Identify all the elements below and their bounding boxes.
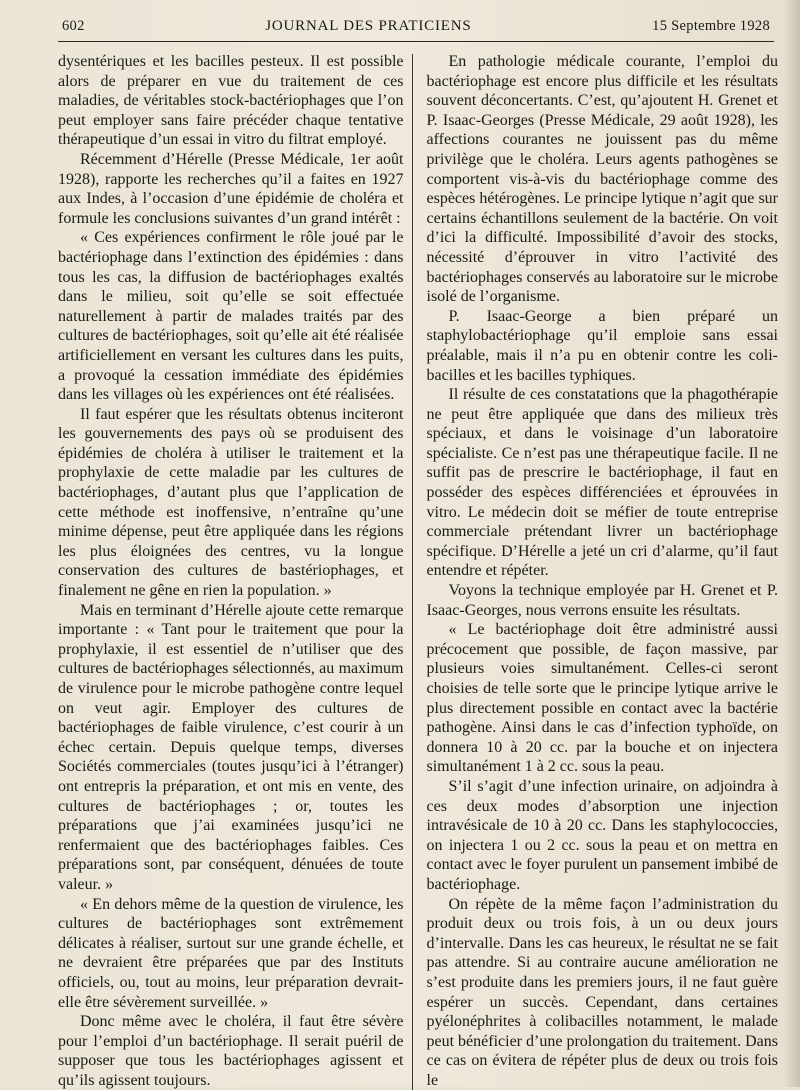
paragraph: Voyons la technique employée par H. Grenet et P. Isaac-Georges, nous verrons ensuite les résultats.: [426, 582, 778, 619]
journal-title: JOURNAL DES PRATICIENS: [265, 18, 472, 34]
issue-date: 15 Septembre 1928: [652, 18, 770, 34]
paragraph: Mais en terminant d’Hérelle ajoute cette remarque importante : « Tant pour le traitement que pour la prophylaxie, il est essentiel de n’utiliser que des cultures de bactériophages sélectionnés, au maximum de virulence pour le microbe pathogène contre lequel on veut agir. Employer des cultures de bactériophages de faible virulence, c’est courir à un échec certain. Depuis quelque temps, diverses Sociétés commerciales (toutes jusqu’ici à l’étranger) ont entrepris la préparation, et ont mis en vente, des cultures de bactériophages ; or, toutes les préparations que j’ai examinées jusqu’ici ne renfermaient que des bactériophages faibles. Ces préparations sont, par conséquent, dénuées de toute valeur. »: [58, 601, 404, 893]
paragraph: Il résulte de ces constatations que la phagothérapie ne peut être appliquée que dans des milieux très spéciaux, et dans le voisinage d’un laboratoire spécialiste. Ce n’est pas une thérapeutique facile. Il ne suffit pas de prescrire le bactériophage, il faut en posséder des espèces différenciées et éprouvées in vitro. Le médecin doit se méfier de toute entreprise commerciale prétendant livrer un bactériophage spécifique. D’Hérelle a jeté un cri d’alarme, qu’il faut entendre et répéter.: [426, 386, 778, 580]
paragraph: Récemment d’Hérelle (Presse Médicale, 1er août 1928), rapporte les recherches qu’il a faites en 1927 aux Indes, à l’occasion d’une épidémie de choléra et formule les conclusions suivantes d’un grand intérêt :: [58, 150, 404, 227]
paragraph: « En dehors même de la question de virulence, les cultures de bactériophages sont extrêmement délicates à réaliser, surtout sur une grande échelle, et ne devraient être préparées que par des Instituts officiels, ou, tout au moins, leur préparation devrait-elle être sévèrement surveillée. »: [58, 895, 404, 1011]
right-column: [413, 52, 779, 1090]
page-edge-shadow: [784, 0, 800, 1087]
paragraph: P. Isaac-George a bien préparé un staphylobactériophage qu’il emploie sans essai préalable, mais il n’a pu en obtenir contre les coli-bacilles et les bacilles typhiques.: [426, 307, 778, 384]
left-column: [58, 52, 412, 1090]
paragraph: dysentériques et les bacilles pesteux. Il est possible alors de préparer en vue du traitement de ces maladies, de véritables stock-bactériophages que l’on peut employer sans faire précéder chaque tentative thérapeutique d’un essai in vitro du filtrat employé.: [58, 53, 404, 149]
page-number: 602: [62, 18, 85, 34]
paragraph: Il faut espérer que les résultats obtenus inciteront les gouvernements des pays où se produisent des épidémies de choléra à utiliser le traitement et la prophylaxie de cette maladie par les cultures de bactériophages, d’autant plus que l’application de cette méthode est inoffensive, n’entraîne qu’une minime dépense, peut être appliquée dans les régions les plus éloignées des centres, vu la longue conservation des cultures de bastériophages, et finalement ne gêne en rien la population. »: [58, 405, 404, 600]
two-column-body: [58, 52, 778, 1090]
paragraph: En pathologie médicale courante, l’emploi du bactériophage est encore plus difficile et les résultats souvent déconcertants. C’est, qu’ajoutent H. Grenet et P. Isaac-Georges (Presse Médicale, 29 août 1928), les affections courantes ne jouissent pas du même privilège que le choléra. Leurs agents pathogènes se comportent vis-à-vis du bactériophage comme des espèces hétérogènes. Le principe lytique n’agit que sur certains échantillons seulement de la bactérie. On voit d’ici la difficulté. Impossibilité d’avoir des stocks, nécessité d’éprouver in vitro l’activité des bactériophages conservés au laboratoire sur le microbe isolé de l’organisme.: [426, 53, 778, 306]
paragraph: « Ces expériences confirment le rôle joué par le bactériophage dans l’extinction des épidémies : dans tous les cas, la diffusion de bactériophages exaltés dans le milieu, soit qu’elle se soit effectuée naturellement à partir de malades traités par des cultures de bactériophages, soit qu’elle ait été réalisée artificiellement en versant les cultures dans les puits, a provoqué la cessation immédiate des épidémies dans les villages où les expériences ont été réalisées.: [58, 229, 404, 404]
running-header: [58, 18, 774, 42]
paragraph: Donc même avec le choléra, il faut être sévère pour l’emploi d’un bactériophage. Il serait puéril de supposer que tous les bactériophages agissent et qu’ils agissent toujours.: [58, 1013, 404, 1089]
paragraph: S’il s’agit d’une infection urinaire, on adjoindra à ces deux modes d’absorption une injection intravésicale de 10 à 20 cc. Dans les staphylococcies, on injectera 1 ou 2 cc. sous la peau et on mettra en contact avec le foyer purulent un pansement imbibé de bactériophage.: [426, 777, 778, 893]
paragraph: On répète de la même façon l’administration du produit deux ou trois fois, à un ou deux jours d’intervalle. Dans les cas heureux, le résultat ne se fait pas attendre. Si au contraire aucune amélioration ne s’est produite dans les premiers jours, il ne faut guère espérer un succès. Cependant, dans certaines pyélonéphrites à colibacilles notamment, le malade peut bénéficier d’une prolongation du traitement. Dans ce cas on évitera de répéter plus de deux ou trois fois le: [426, 895, 778, 1089]
paragraph: « Le bactériophage doit être administré aussi précocement que possible, de façon massive, par plusieurs voies simultanément. Celles-ci seront choisies de telle sorte que le principe lytique arrive le plus directement possible en contact avec la bactérie pathogène. Ainsi dans le cas d’infection typhoïde, on donnera 10 à 20 cc. par la bouche et on injectera simultanément 1 à 2 cc. sous la peau.: [426, 621, 778, 776]
